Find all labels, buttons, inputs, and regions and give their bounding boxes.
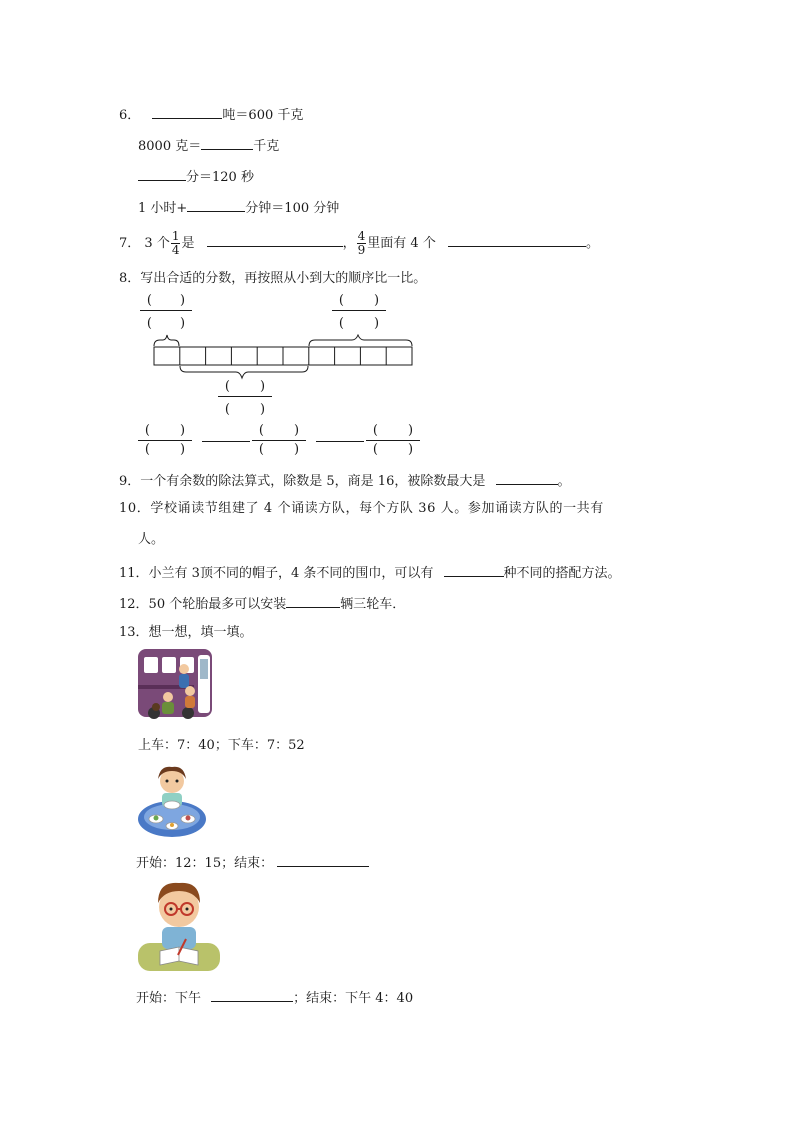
q6-line1: [119, 104, 303, 125]
q9-text: 9．一个有余数的除法算式，除数是 5，商是 16，被除数最大是: [119, 474, 486, 489]
q6-line2: [138, 135, 279, 156]
q12-text-b: 辆三轮车．: [340, 597, 406, 612]
q7-fraction-2-den: 9: [357, 243, 366, 257]
paren-open: (: [338, 293, 344, 308]
q7-blank-1[interactable]: [207, 232, 343, 247]
paren-close: ): [294, 442, 300, 457]
paren-open: (: [258, 442, 264, 457]
q12-line: [119, 593, 405, 614]
paren-open: (: [146, 316, 152, 331]
paren-close: ): [180, 423, 186, 438]
q9-blank[interactable]: [496, 470, 558, 485]
q8-prompt: 8．写出合适的分数，再按照从小到大的顺序比一比。: [119, 271, 427, 286]
q8-compare-fraction-3[interactable]: [366, 422, 420, 459]
paren-open: (: [258, 423, 264, 438]
girl-eating-illustration: [136, 763, 210, 839]
paren-close: ): [260, 379, 266, 394]
q6-line1-text: 吨＝600 千克: [222, 108, 304, 123]
q7-number: 7．: [119, 236, 141, 251]
brace-top-right: [309, 335, 412, 346]
paren-open: (: [144, 442, 150, 457]
brace-bottom: [180, 366, 308, 378]
paren-close: ): [180, 316, 186, 331]
q6-blank-4[interactable]: [187, 197, 245, 212]
q6-blank-2[interactable]: [201, 135, 253, 150]
q11-text-b: 种不同的搭配方法。: [503, 566, 621, 581]
q13-title: 13．想一想，填一填。: [119, 625, 253, 640]
q6-line2-text-a: 8000 克＝: [138, 139, 202, 154]
q8-fraction-bottom-middle[interactable]: [218, 378, 272, 419]
q8-compare-fraction-1[interactable]: [138, 422, 192, 459]
q9-line: [119, 470, 571, 491]
q13-read-line: [136, 987, 413, 1008]
q8-fraction-top-left[interactable]: [140, 292, 192, 333]
q6-blank-1[interactable]: [152, 104, 222, 119]
q7-fraction-1-num: 1: [171, 229, 180, 243]
q8-compare-blank-2[interactable]: [316, 441, 364, 442]
q6-line3: [138, 166, 254, 187]
q8-compare-blank-1[interactable]: [202, 441, 250, 442]
paren-close: ): [180, 293, 186, 308]
q6-line2-text-b: 千克: [253, 139, 280, 154]
q7-end: 。: [585, 236, 599, 251]
q8-compare-fraction-2[interactable]: [252, 422, 306, 459]
q7-fraction-1-den: 4: [171, 243, 180, 257]
q7-fraction-2: [357, 230, 367, 257]
paren-open: (: [338, 316, 344, 331]
q7-text-a: 3 个: [144, 236, 170, 251]
q7-fraction-1: [171, 230, 181, 257]
q10-line1: 10．学校诵读节组建了 4 个诵读方队，每个方队 36 人。参加诵读方队的一共有: [119, 501, 604, 516]
paren-close: ): [408, 442, 414, 457]
paren-open: (: [224, 379, 230, 394]
q6-line4-text-a: 1 小时+: [138, 201, 188, 216]
q6-blank-3[interactable]: [138, 166, 186, 181]
paren-close: ): [374, 316, 380, 331]
q10-line2: 人。: [138, 532, 165, 547]
paren-open: (: [372, 442, 378, 457]
q6-line3-text: 分＝120 秒: [186, 170, 254, 185]
q12-text-a: 12．50 个轮胎最多可以安装: [119, 597, 287, 612]
paren-open: (: [146, 293, 152, 308]
q11-blank[interactable]: [444, 562, 504, 577]
q8-fraction-top-right[interactable]: [332, 292, 386, 333]
q6-number: 6．: [119, 108, 141, 123]
q7-text-b: 是: [181, 236, 195, 251]
q13-lunch-caption: 开始：12：15；结束：: [136, 856, 274, 871]
paren-close: ): [260, 402, 266, 417]
paren-open: (: [372, 423, 378, 438]
fraction-strip-diagram: [148, 334, 418, 382]
q6-line4: [138, 197, 339, 218]
brace-top-left: [154, 335, 179, 346]
q11-text-a: 11．小兰有 3顶不同的帽子，4 条不同的围巾，可以有: [119, 566, 434, 581]
q7-fraction-2-num: 4: [357, 229, 366, 243]
q12-blank[interactable]: [286, 593, 340, 608]
q7-blank-2[interactable]: [448, 232, 586, 247]
paren-close: ): [408, 423, 414, 438]
q7-text-c: 里面有 4 个: [367, 236, 436, 251]
q7-line: [119, 230, 599, 258]
q7-sep: ，: [342, 236, 356, 251]
q11-line: [119, 562, 621, 583]
paren-close: ): [294, 423, 300, 438]
boy-reading-illustration: [136, 879, 222, 973]
paren-open: (: [144, 423, 150, 438]
q13-read-caption-b: ；结束：下午 4：40: [293, 991, 414, 1006]
paren-open: (: [224, 402, 230, 417]
q13-read-start-blank[interactable]: [211, 987, 293, 1002]
paren-close: ): [180, 442, 186, 457]
paren-close: ): [374, 293, 380, 308]
q13-bus-caption: 上车：7：40；下车：7：52: [138, 738, 305, 753]
q13-read-caption-a: 开始：下午: [136, 991, 202, 1006]
q9-end: 。: [557, 474, 571, 489]
q13-lunch-line: [136, 852, 369, 873]
bus-boarding-illustration: [138, 647, 214, 721]
q13-lunch-end-blank[interactable]: [277, 852, 369, 867]
q6-line4-text-b: 分钟＝100 分钟: [245, 201, 340, 216]
